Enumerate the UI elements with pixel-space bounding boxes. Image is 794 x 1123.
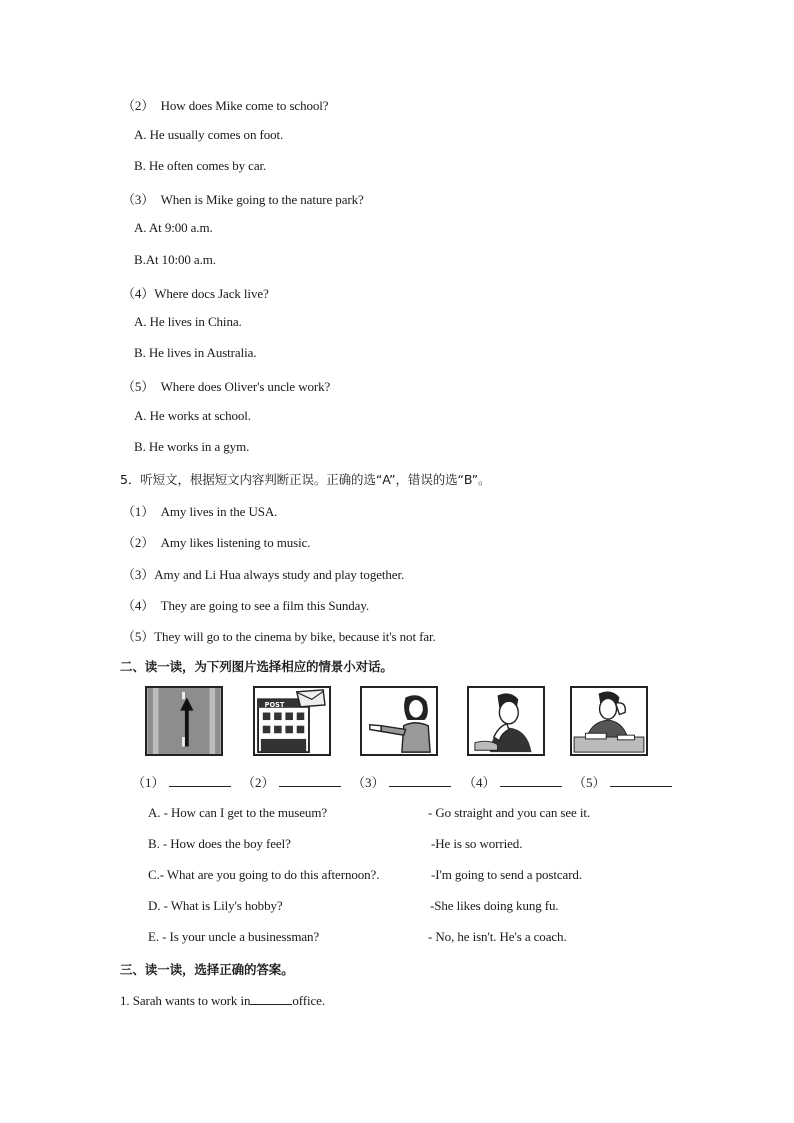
dialogue-e-question: E. - Is your uncle a businessman? <box>148 929 320 944</box>
part-2-title: 二、读一读，为下列图片选择相应的情景小对话。 <box>120 659 393 674</box>
true-false-item-1: （1） Amy lives in the USA. <box>122 504 278 519</box>
question-5-option-b: B. He works in a gym. <box>134 439 250 454</box>
answer-blank-3[interactable] <box>352 772 451 791</box>
road-arrow-picture <box>145 686 223 756</box>
true-false-item-2: （2） Amy likes listening to music. <box>122 535 311 550</box>
answer-blank-2[interactable] <box>242 772 341 791</box>
post-sign-text: POST <box>264 700 285 709</box>
dialogue-e-answer: - No, he isn't. He's a coach. <box>428 929 567 944</box>
question-1-prefix: 1. Sarah wants to work in <box>120 993 251 1008</box>
blank-label-1: （1） <box>132 775 165 790</box>
girl-pointing-picture <box>360 686 438 756</box>
question-4-stem: （4）Where docs Jack live? <box>122 286 269 301</box>
answer-blank-1[interactable] <box>132 772 231 791</box>
worried-boy-icon <box>469 688 543 754</box>
blank-label-2: （2） <box>242 775 275 790</box>
worried-boy-picture <box>467 686 545 756</box>
question-1-suffix: office. <box>292 993 326 1008</box>
man-thinking-picture <box>570 686 648 756</box>
question-2-option-b: B. He often comes by car. <box>134 158 267 173</box>
post-office-icon <box>255 688 329 754</box>
man-thinking-icon <box>572 688 646 754</box>
answer-line-3[interactable] <box>389 774 451 787</box>
dialogue-d-question: D. - What is Lily's hobby? <box>148 898 283 913</box>
question-3-option-b: B.At 10:00 a.m. <box>134 252 216 267</box>
question-5-stem: （5） Where does Oliver's uncle work? <box>122 379 331 394</box>
true-false-item-3: （3）Amy and Li Hua always study and play together. <box>122 567 405 582</box>
question-4-option-a: A. He lives in China. <box>134 314 242 329</box>
answer-blank-4[interactable] <box>463 772 562 791</box>
dialogue-d-answer: -She likes doing kung fu. <box>430 898 559 913</box>
part-3-title: 三、读一读，选择正确的答案。 <box>120 962 294 977</box>
blank-label-4: （4） <box>463 775 496 790</box>
question-1-blank[interactable] <box>250 992 292 1005</box>
answer-blank-5[interactable] <box>573 772 672 791</box>
dialogue-a-answer: - Go straight and you can see it. <box>428 805 591 820</box>
answer-line-2[interactable] <box>279 774 341 787</box>
part-3-question-1 <box>120 992 325 1009</box>
dialogue-b-answer: -He is so worried. <box>431 836 523 851</box>
answer-line-4[interactable] <box>500 774 562 787</box>
post-office-picture <box>253 686 331 756</box>
true-false-item-5: （5）They will go to the cinema by bike, because it's not far. <box>122 629 436 644</box>
question-3-option-a: A. At 9:00 a.m. <box>134 220 213 235</box>
dialogue-c-question: C.- What are you going to do this afternoon?. <box>148 867 380 882</box>
answer-line-1[interactable] <box>169 774 231 787</box>
question-5-option-a: A. He works at school. <box>134 408 251 423</box>
road-arrow-icon <box>147 688 221 754</box>
blank-label-5: （5） <box>573 775 606 790</box>
question-4-option-b: B. He lives in Australia. <box>134 345 257 360</box>
blank-label-3: （3） <box>352 775 385 790</box>
dialogue-c-answer: -I'm going to send a postcard. <box>431 867 582 882</box>
true-false-item-4: （4） They are going to see a film this Sunday. <box>122 598 370 613</box>
girl-pointing-icon <box>362 688 436 754</box>
question-3-stem: （3） When is Mike going to the nature park? <box>122 192 364 207</box>
question-2-stem: （2） How does Mike come to school? <box>122 98 329 113</box>
answer-line-5[interactable] <box>610 774 672 787</box>
dialogue-b-question: B. - How does the boy feel? <box>148 836 291 851</box>
section-5-title: 5．听短文，根据短文内容判断正误。正确的选“A”，错误的选“B”。 <box>120 472 491 487</box>
dialogue-a-question: A. - How can I get to the museum? <box>148 805 328 820</box>
question-2-option-a: A. He usually comes on foot. <box>134 127 284 142</box>
